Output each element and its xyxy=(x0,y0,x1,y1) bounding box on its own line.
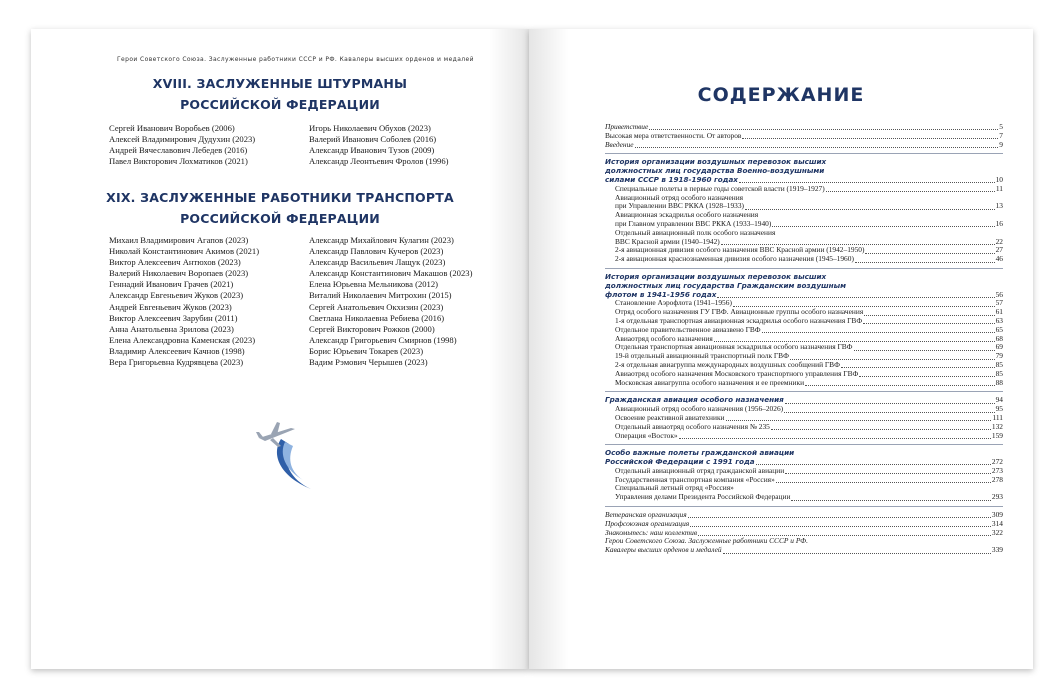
toc-page-number: 272 xyxy=(991,457,1003,467)
name-entry: Александр Григорьевич Смирнов (1998) xyxy=(309,334,457,345)
toc-page-number: 278 xyxy=(991,474,1003,484)
toc-entry-text: Авиаотряд особого назначения Московского транспортного управления ГВФ xyxy=(615,368,859,378)
name-entry: Валерий Николаевич Воропаев (2023) xyxy=(109,268,249,279)
toc-entry-text: 2-я авиационная дивизия особого назначения ВВС Красной армии (1942–1950) xyxy=(615,245,865,255)
toc-entry-text: 2-я авиационная краснознаменная дивизия особого назначения (1945–1960) xyxy=(615,254,854,264)
toc-entry xyxy=(605,255,1003,264)
name-entry: Александр Иванович Тузов (2009) xyxy=(309,145,435,156)
toc-entry xyxy=(605,132,1003,141)
name-entry: Виктор Алексеевич Зарубин (2011) xyxy=(109,312,238,323)
name-entry: Анна Анатольевна Зрилова (2023) xyxy=(109,323,234,334)
toc-section-heading: Гражданская авиация особого назначения 94 xyxy=(605,395,1003,405)
toc-section-heading: должностных лиц государства Военно-воздушными xyxy=(605,166,825,176)
toc-entry-text: ВВС Красной армии (1940–1942) xyxy=(615,236,720,246)
name-entry: Сергей Анатольевич Окхизин (2023) xyxy=(309,301,444,312)
toc-page-number: 57 xyxy=(995,298,1003,308)
name-entry: Сергей Иванович Воробьев (2006) xyxy=(109,123,235,133)
toc-page-number: 111 xyxy=(992,412,1003,422)
toc-entry xyxy=(605,379,1003,388)
toc-page-number: 5 xyxy=(999,122,1003,131)
toc-entry-text: Приветствие xyxy=(605,122,649,131)
toc-page-number: 27 xyxy=(995,245,1003,255)
toc-page-number: 22 xyxy=(995,236,1003,246)
name-entry: Михаил Владимирович Агапов (2023) xyxy=(109,235,249,245)
toc-title: СОДЕРЖАНИЕ xyxy=(697,84,865,106)
toc-page-number: 56 xyxy=(995,289,1003,299)
toc-entry-text: Отдельное правительственное авиазвено ГВФ xyxy=(615,324,761,334)
toc-entry-text: Авиаотряд особого назначения xyxy=(615,333,713,343)
toc-page-number: 85 xyxy=(995,359,1003,369)
toc-page-number: 273 xyxy=(991,465,1003,475)
toc-page-number: 68 xyxy=(995,333,1003,343)
toc-page-number: 16 xyxy=(995,218,1003,228)
toc-section-heading: История организации воздушных перевозок высших xyxy=(605,157,827,167)
toc-entry xyxy=(605,493,1003,502)
name-entry: Александр Павлович Кучеров (2023) xyxy=(309,246,444,257)
xix-names-col2 xyxy=(309,235,472,368)
toc-section-heading: флотом в 1941-1956 годах 56 xyxy=(605,289,1003,299)
name-entry: Вера Григорьевна Кудрявцева (2023) xyxy=(109,357,244,368)
name-entry: Алексей Владимирович Дудухин (2023) xyxy=(109,134,256,145)
toc-page-number: 79 xyxy=(995,351,1003,361)
toc-entry xyxy=(605,432,1003,441)
toc-entry-text: Отдельный авиаотряд особого назначения № 235 xyxy=(615,421,770,431)
toc-entry-text: Московская авиагруппа особого назначения и ее преемники xyxy=(615,377,805,387)
toc-section-heading: силами СССР в 1918-1960 годах 10 xyxy=(605,174,1003,184)
toc-entry-text: при Управлении ВВС РККА (1928–1933) xyxy=(615,201,745,211)
toc-page-number: 159 xyxy=(991,430,1003,440)
toc-entry-text: Кавалеры высших орденов и медалей xyxy=(605,545,722,555)
xviii-names-col2 xyxy=(309,123,449,167)
toc-entry-text: Государственная транспортная компания «Россия» xyxy=(615,474,775,484)
toc-entry-text: 1-я отдельная транспортная авиационная эскадрилья особого назначения ГВФ xyxy=(615,315,863,325)
toc-entry xyxy=(605,546,1003,555)
running-head: Герои Советского Союза. Заслуженные работники СССР и РФ. Кавалеры высших орденов и медалей xyxy=(117,56,474,63)
toc-entry-text: Авиационный отряд особого назначения (1956–2026) xyxy=(615,404,784,414)
toc-entry-text: 2-я отдельная авиагруппа международных воздушных сообщений ГВФ xyxy=(615,359,840,369)
toc-page-number: 322 xyxy=(991,527,1003,537)
section-xviii-title-line2: РОССИЙСКОЙ ФЕДЕРАЦИИ xyxy=(180,97,380,112)
toc-page-number: 88 xyxy=(995,377,1003,387)
toc-entry-text: Операция «Восток» xyxy=(615,430,678,440)
name-entry: Вадим Рэмович Черышев (2023) xyxy=(309,357,428,368)
toc-page-number: 9 xyxy=(999,139,1003,149)
toc-page-number: 65 xyxy=(995,324,1003,334)
toc-entry-text: 19-й отдельный авиационный транспортный полк ГВФ xyxy=(615,351,789,361)
toc-entry-text: Введение xyxy=(605,139,634,149)
name-entry: Геннадий Иванович Грачев (2021) xyxy=(109,279,234,290)
name-entry: Борис Юрьевич Токарев (2023) xyxy=(309,345,424,356)
toc-page-number: 309 xyxy=(991,510,1003,520)
section-xix-title-line1: XIX. ЗАСЛУЖЕННЫЕ РАБОТНИКИ ТРАНСПОРТА xyxy=(106,190,454,205)
toc-entry-text: Освоение реактивной авиатехники xyxy=(615,412,725,422)
toc-section-heading: История организации воздушных перевозок высших xyxy=(605,271,827,281)
name-entry: Игорь Николаевич Обухов (2023) xyxy=(309,123,431,133)
toc-section-heading: должностных лиц государства Гражданским воздушным xyxy=(605,280,847,290)
toc-page-number: 10 xyxy=(995,174,1003,184)
toc-page-number: 132 xyxy=(991,421,1003,431)
toc-page-number: 293 xyxy=(991,492,1003,502)
toc-section-heading: Особо важные полеты гражданской авиации xyxy=(605,448,795,458)
toc-entry-text: Авиационный отряд особого назначения xyxy=(615,192,744,202)
toc-page-number: 85 xyxy=(995,368,1003,378)
toc-entry-text: Специальный летный отряд «Россия» xyxy=(615,483,734,493)
toc-page-number: 11 xyxy=(995,183,1003,193)
section-xviii-title-line1: XVIII. ЗАСЛУЖЕННЫЕ ШТУРМАНЫ xyxy=(152,76,408,91)
toc-page-number: 314 xyxy=(991,518,1003,528)
toc-page-number: 95 xyxy=(995,404,1003,414)
name-entry: Павел Викторович Лохматиков (2021) xyxy=(109,156,248,167)
toc-entry-text: Становление Аэрофлота (1941–1956) xyxy=(615,298,732,308)
toc-entry-text: при Главном управлении ВВС РККА (1933–1940) xyxy=(615,218,772,228)
right-page xyxy=(529,29,1033,669)
toc-entry-text: Специальные полеты в первые годы советской власти (1919–1927) xyxy=(615,183,825,193)
xviii-names-col1 xyxy=(109,123,255,167)
name-entry: Александр Леонтьевич Фролов (1996) xyxy=(309,156,449,167)
toc-entry-text: Знакомьтесь: наш коллектив xyxy=(605,527,698,537)
name-entry: Виталий Николаевич Митрохин (2015) xyxy=(309,290,452,301)
toc-page-number: 61 xyxy=(995,307,1003,317)
toc-page-number: 46 xyxy=(995,254,1003,264)
toc-entry-text: Отдельный авиационный отряд гражданской авиации xyxy=(615,465,785,475)
table-of-contents xyxy=(605,123,1003,555)
name-entry: Владимир Алексеевич Качнов (1998) xyxy=(109,345,245,356)
toc-entry-text: Авиационная эскадрилья особого назначения xyxy=(615,210,759,220)
name-entry: Валерий Иванович Соболев (2016) xyxy=(309,134,437,145)
toc-page-number: 94 xyxy=(995,395,1003,405)
toc-entry-text: Отдельный авиационный полк особого назначения xyxy=(615,227,776,237)
name-entry: Сергей Викторович Рожков (2000) xyxy=(309,323,435,334)
toc-page-number: 7 xyxy=(999,130,1003,140)
name-entry: Светлана Николаевна Ребиева (2016) xyxy=(309,312,445,323)
airplane-swoosh-icon xyxy=(251,414,321,494)
name-entry: Андрей Евгеньевич Жуков (2023) xyxy=(109,301,232,312)
toc-entry-text: Герои Советского Союза. Заслуженные работники СССР и РФ. xyxy=(605,536,808,546)
toc-entry-text: Отдельная транспортная авиационная эскадрилья особого назначения ГВФ xyxy=(615,342,853,352)
xix-names-col1 xyxy=(109,235,259,368)
name-entry: Александр Васильевич Лащук (2023) xyxy=(309,257,446,268)
toc-page-number: 69 xyxy=(995,342,1003,352)
name-entry: Андрей Вячеславович Лебедев (2016) xyxy=(109,145,248,156)
name-entry: Елена Юрьевна Мельникова (2012) xyxy=(309,279,438,290)
section-xix-title-line2: РОССИЙСКОЙ ФЕДЕРАЦИИ xyxy=(180,211,380,226)
toc-entry-text: Управления делами Президента Российской Федерации xyxy=(615,492,791,502)
name-entry: Николай Константинович Акимов (2021) xyxy=(109,246,260,257)
toc-section-heading: Российской Федерации с 1991 года 272 xyxy=(605,457,1003,467)
name-entry: Виктор Алексеевич Антюхов (2023) xyxy=(109,257,241,268)
toc-entry-text: Ветеранская организация xyxy=(605,510,687,520)
toc-entry-text: Отряд особого назначения ГУ ГВФ. Авиационные группы особого назначения xyxy=(615,307,864,317)
toc-page-number: 13 xyxy=(995,201,1003,211)
book-spread xyxy=(31,29,1033,669)
name-entry: Александр Евгеньевич Жуков (2023) xyxy=(109,290,244,301)
toc-page-number: 63 xyxy=(995,315,1003,325)
toc-entry-text: Высокая мера ответственности. От авторов xyxy=(605,130,742,140)
name-entry: Александр Михайлович Кулагин (2023) xyxy=(309,235,454,245)
toc-entry-text: Профсоюзная организация xyxy=(605,518,690,528)
toc-page-number: 339 xyxy=(991,545,1003,555)
left-page xyxy=(31,29,529,669)
name-entry: Елена Александровна Каменская (2023) xyxy=(109,334,256,345)
toc-entry xyxy=(605,141,1003,150)
name-entry: Александр Константинович Макашов (2023) xyxy=(309,268,473,279)
